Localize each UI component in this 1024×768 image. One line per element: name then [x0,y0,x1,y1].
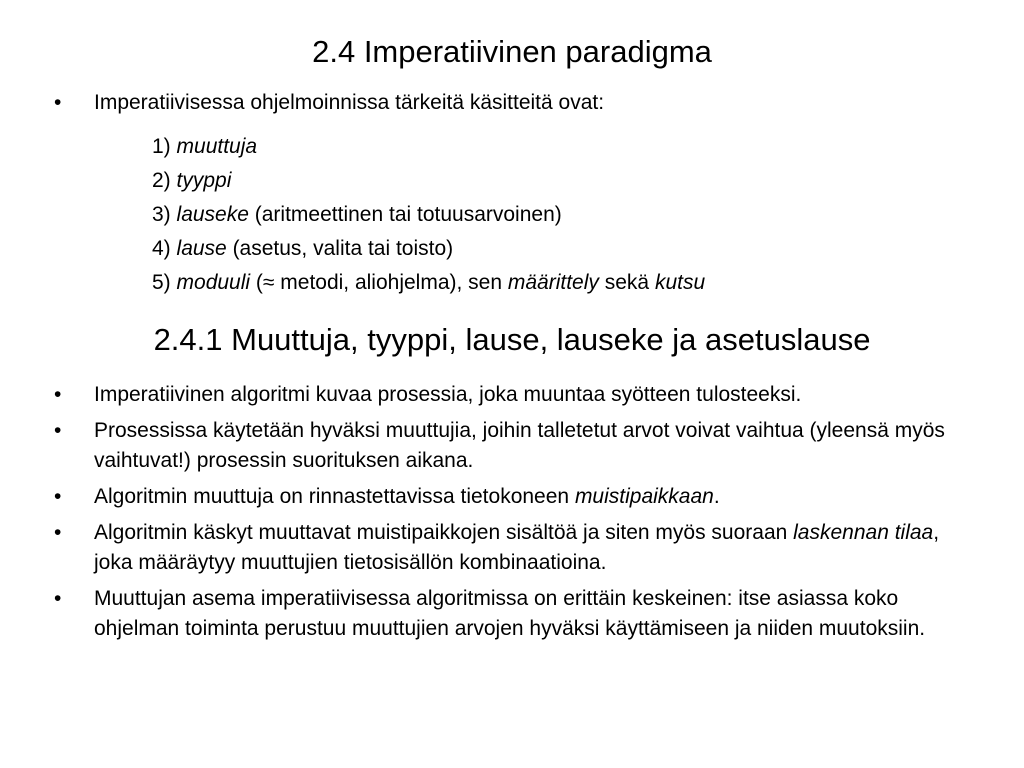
intro-list [54,88,974,118]
concept-number: 5) [152,271,171,294]
bullet-text: , joka määräytyy muuttujien tietosisällön kombinaatioina. [94,521,940,574]
main-bullet-list [54,380,974,650]
concept-term: kutsu [654,271,706,294]
intro-bullet [54,88,974,118]
concept-number: 3) [152,203,171,226]
concept-list [152,130,705,300]
concept-number: 4) [152,237,171,260]
slide-title: 2.4 Imperatiivinen paradigma [312,34,712,69]
intro-text: Imperatiivisessa ohjelmoinnissa tärkeitä käsitteitä ovat: [94,91,605,114]
bullet-text: Imperatiivinen algoritmi kuvaa prosessia, joka muuntaa syötteen tulosteeksi. [94,383,802,406]
bullet-item [54,584,974,644]
bullet-marker: • [54,91,62,114]
concept-description: sekä [598,271,655,294]
bullet-marker: • [54,521,62,544]
bullet-marker: • [54,383,62,406]
bullet-text: Algoritmin muuttuja on rinnastettavissa tietokoneen [94,485,575,508]
concept-term: moduuli [176,271,251,294]
bullet-marker: • [54,587,62,610]
bullet-emphasis: laskennan tilaa [793,521,934,544]
concept-term: lause [176,237,227,260]
bullet-item [54,380,974,410]
concept-term: määrittely [507,271,599,294]
concept-term: tyyppi [176,169,232,192]
bullet-marker: • [54,485,62,508]
concept-description: (asetus, valita tai toisto) [226,237,454,260]
bullet-text: . [713,485,720,508]
concept-description: (≈ metodi, aliohjelma), sen [250,271,508,294]
concept-item [152,198,705,232]
section-title: 2.4.1 Muuttuja, tyyppi, lause, lauseke ja asetuslause [153,322,871,357]
bullet-marker: • [54,419,62,442]
bullet-item [54,518,974,578]
bullet-text: Algoritmin käskyt muuttavat muistipaikkojen sisältöä ja siten myös suoraan [94,521,794,544]
bullet-item [54,482,974,512]
concept-item [152,232,705,266]
bullet-emphasis: muistipaikkaan [574,485,714,508]
bullet-text: Prosessissa käytetään hyväksi muuttujia, joihin talletetut arvot voivat vaihtua (yleensä myös vaihtuvat!) prosessin suorituksen aikana. [94,419,945,472]
concept-term: lauseke [176,203,249,226]
concept-term: muuttuja [176,135,258,158]
concept-number: 2) [152,169,171,192]
bullet-item [54,416,974,476]
bullet-text: Muuttujan asema imperatiivisessa algoritmissa on erittäin keskeinen: itse asiassa koko ohjelman toiminta perustuu muuttujien arvojen hyväksi käyttämiseen ja niiden muutoksiin. [94,587,926,640]
concept-description: (aritmeettinen tai totuusarvoinen) [248,203,562,226]
concept-item [152,130,705,164]
concept-number: 1) [152,135,171,158]
concept-item [152,164,705,198]
concept-item [152,266,705,300]
